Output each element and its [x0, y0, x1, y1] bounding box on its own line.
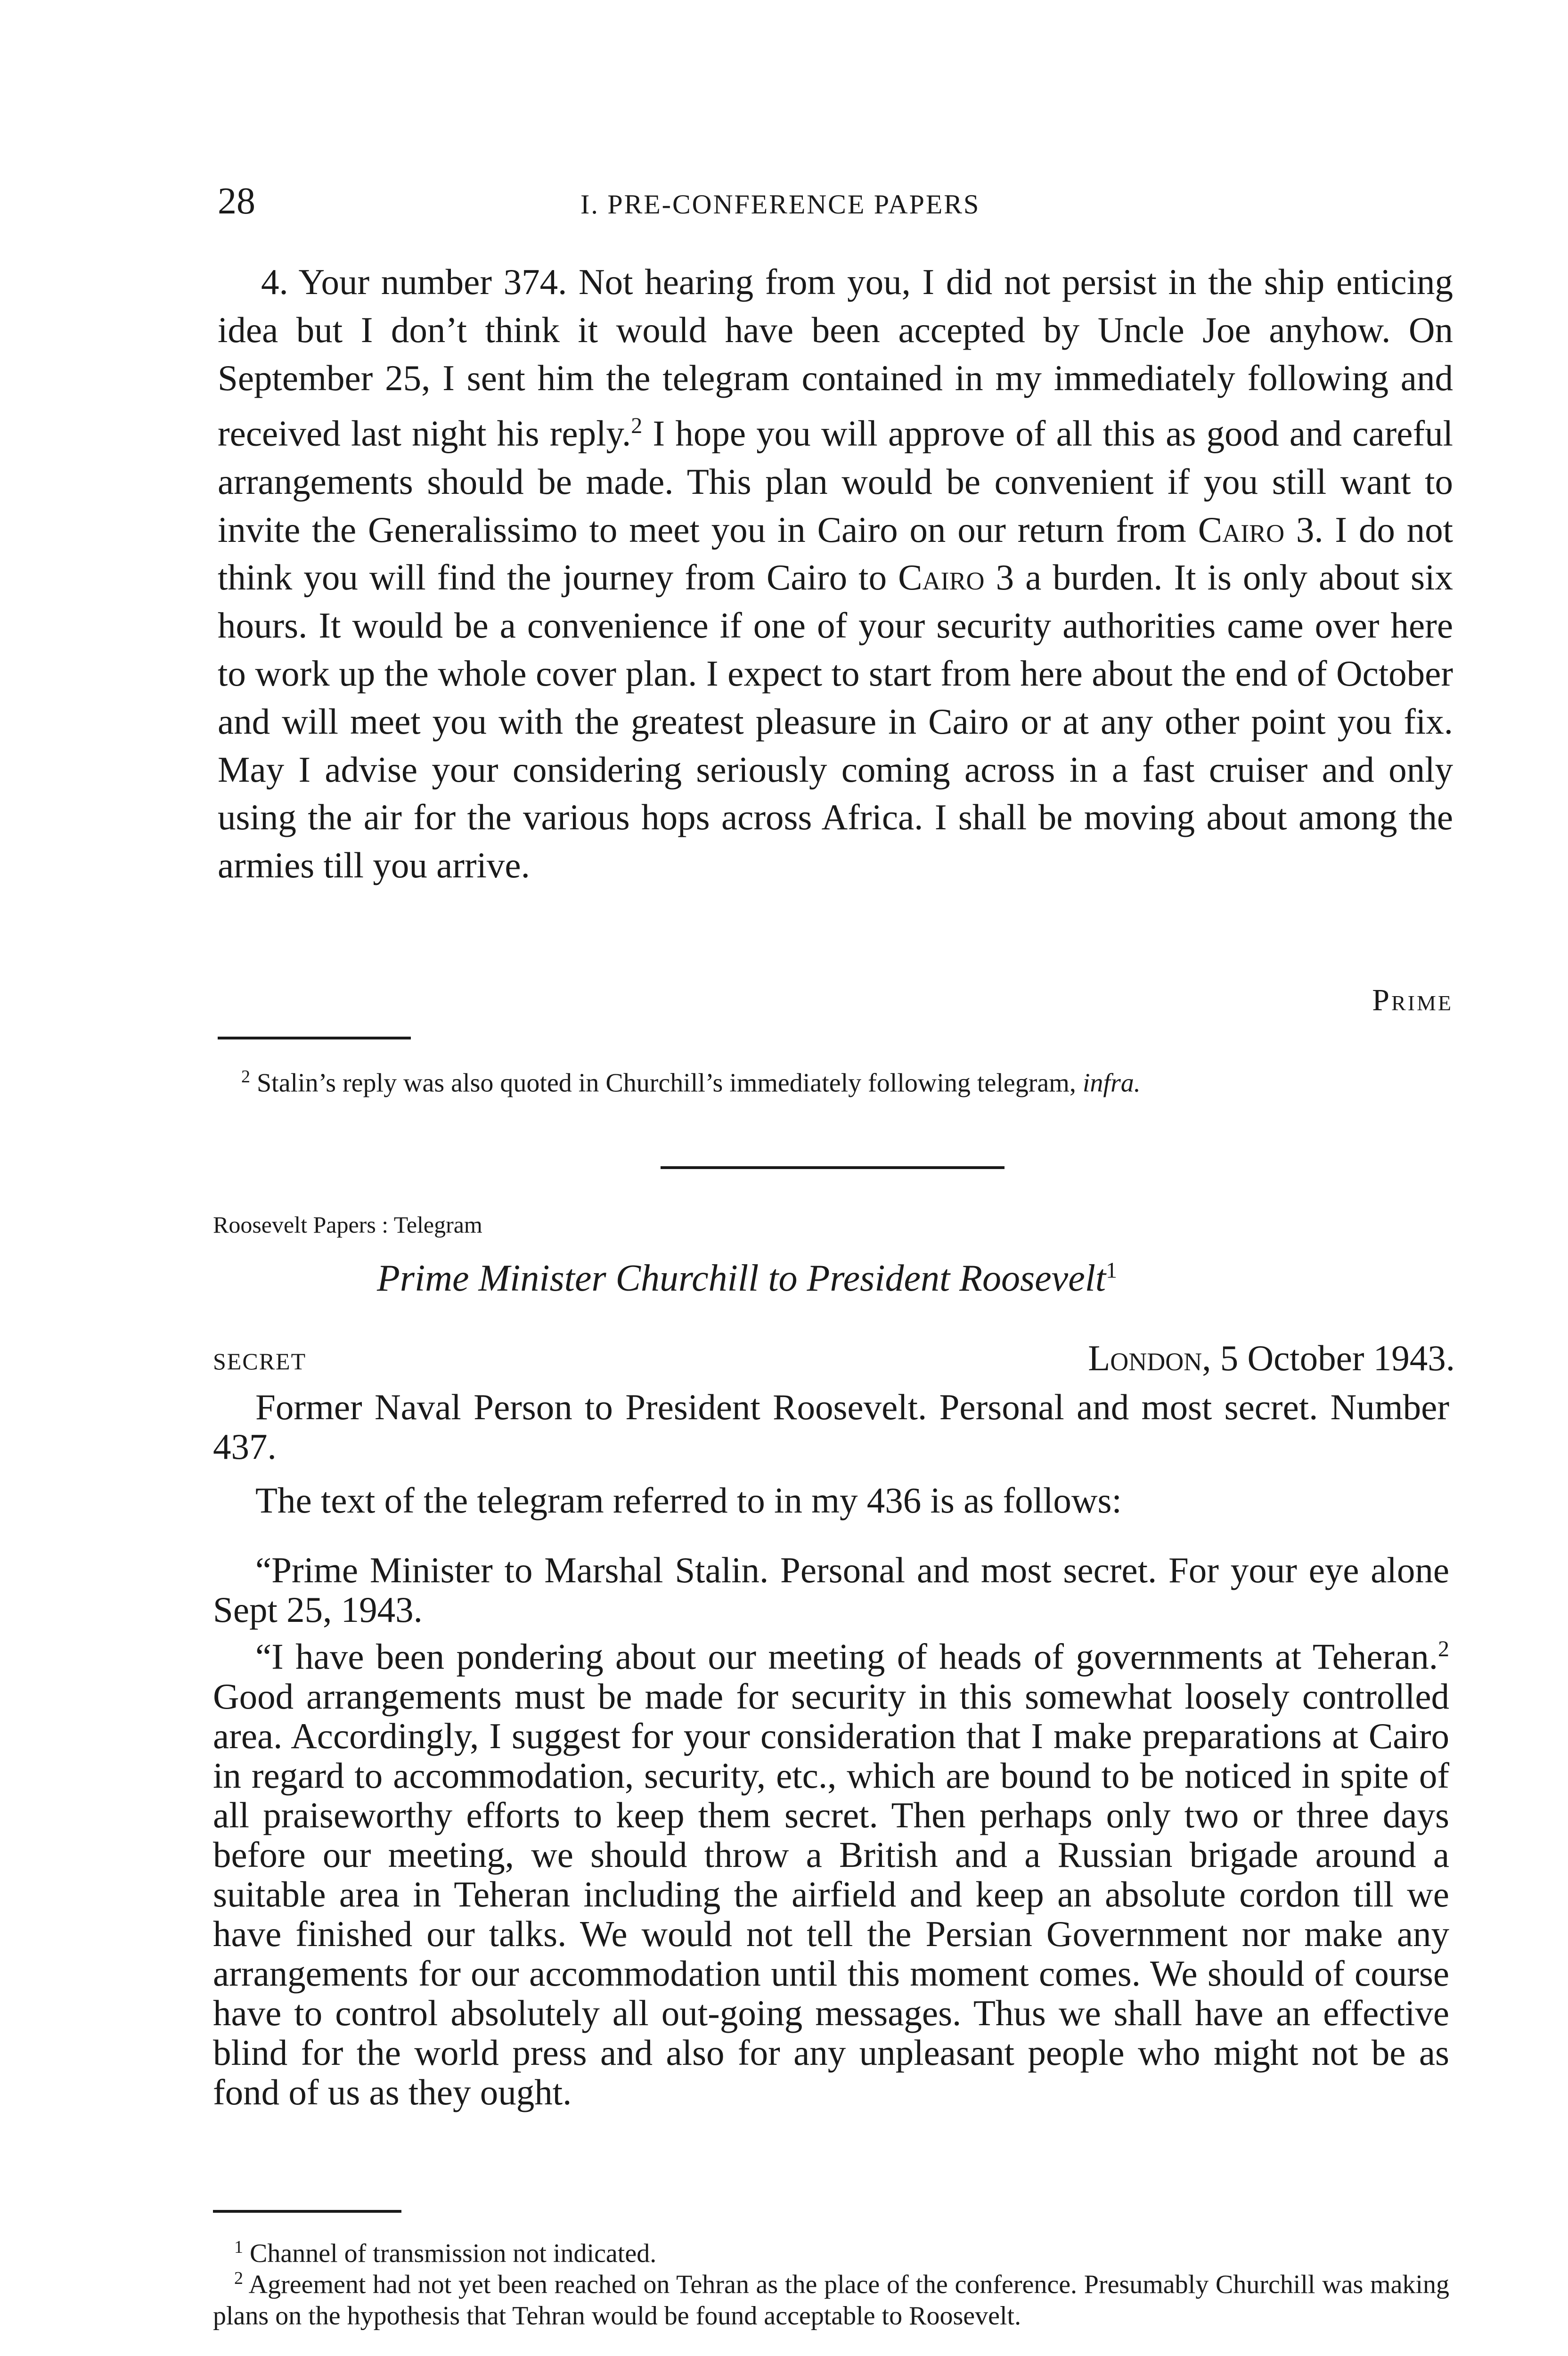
document-title [377, 1257, 1117, 1300]
footnote-italic: infra. [1082, 1068, 1141, 1098]
classification-label: SECRET [213, 1348, 307, 1374]
footnote-marker: 1 [234, 2237, 243, 2257]
date: , 5 October 1943. [1202, 1338, 1455, 1378]
codeword: Cairo [1198, 509, 1285, 550]
quoted-telegram [213, 1550, 1449, 2112]
page-number: 28 [218, 180, 255, 222]
footnote-text: Agreement had not yet been reached on Tehran as the place of the conference. Presumably Churchill was making plans on the hypothesis that Tehran would be found acceptable to Roosevelt. [213, 2270, 1449, 2331]
quote-text: “I have been pondering about our meeting of heads of governments at Teheran. [255, 1636, 1438, 1677]
paragraph-text: I hope you will approve of all this as good and careful arrangements should be made. This plan would be convenient if you still want to invite the Generalissimo to meet you in Cairo on our return from [218, 413, 1453, 550]
intro-paragraph: The text of the telegram referred to in my 436 is as follows: [255, 1480, 1122, 1521]
footnote-ref-1: 1 [1106, 1258, 1118, 1283]
telegram-intro [213, 1387, 1449, 1534]
title-text: Prime Minister Churchill to President Roosevelt [377, 1258, 1106, 1299]
place: London [1088, 1338, 1202, 1378]
footnote-text: Stalin’s reply was also quoted in Churchill’s immediately following telegram, [250, 1068, 1083, 1098]
paragraph-text: 3 a burden. It is only about six hours. It would be a convenience if one of your security authorities came over here to work up the whole cover plan. I expect to start from here about the end of October and will meet you with the greatest pleasure in Cairo or at any other point you fix. May I advise your considering seriously coming across in a fast cruiser and only using the air for the various hops across Africa. I shall be moving about among the armies till you arrive. [218, 557, 1453, 886]
footnote-top [218, 1061, 1455, 1099]
paragraph-text: 3. I do not think you will find the journey from Cairo to [218, 509, 1453, 598]
intro-paragraph: Former Naval Person to President Roosevelt. Personal and most secret. Number 437. [213, 1387, 1449, 1467]
footnote-2 [213, 2263, 1449, 2331]
footnote-text: Channel of transmission not indicated. [243, 2239, 657, 2268]
codeword: Cairo [898, 557, 985, 598]
quote-paragraph: “Prime Minister to Marshal Stalin. Personal and most secret. For your eye alone Sept 25, 1943. [213, 1550, 1449, 1630]
footnote-marker: 2 [234, 2268, 243, 2288]
source-line: Roosevelt Papers : Telegram [213, 1211, 482, 1238]
paragraph-text: 4. Your number 374. Not hearing from you, I did not persist in the ship enticing idea but I don’t think it would have been accepted by Uncle Joe anyhow. On September 25, I sent him the telegram contained in my immediately following and received last night his reply. [218, 262, 1453, 454]
footnote-ref-2: 2 [631, 413, 643, 439]
section-divider [661, 1166, 1004, 1169]
signature: Prime [1372, 983, 1453, 1017]
paragraph-4 [218, 258, 1453, 890]
footnote-marker: 2 [241, 1067, 250, 1087]
quote-text: Good arrangements must be made for security in this somewhat loosely controlled area. Accordingly, I suggest for your consideration that I make preparations at Cairo in regard to accommodation, security, etc., which are bound to be noticed in spite of all praiseworthy efforts to keep them secret. Then perhaps only two or three days before our meeting, we should throw a British and a Russian brigade around a suitable area in Teheran including the airfield and keep an absolute cordon till we have finished our talks. We would not tell the Persian Government nor make any arrangements for our accommodation until this moment comes. We should of course have to control absolutely all out-going messages. Thus we shall have an effective blind for the world press and also for any unpleasant people who might not be as fond of us as they ought. [213, 1676, 1449, 2112]
dateline [1088, 1337, 1455, 1379]
footnote-ref-2: 2 [1438, 1636, 1449, 1661]
running-header: I. PRE-CONFERENCE PAPERS [580, 189, 980, 220]
quote-paragraph [213, 1629, 1449, 2112]
footnote-divider [213, 2210, 401, 2213]
footnote-divider [218, 1037, 411, 1039]
top-paragraph-block [218, 258, 1453, 890]
